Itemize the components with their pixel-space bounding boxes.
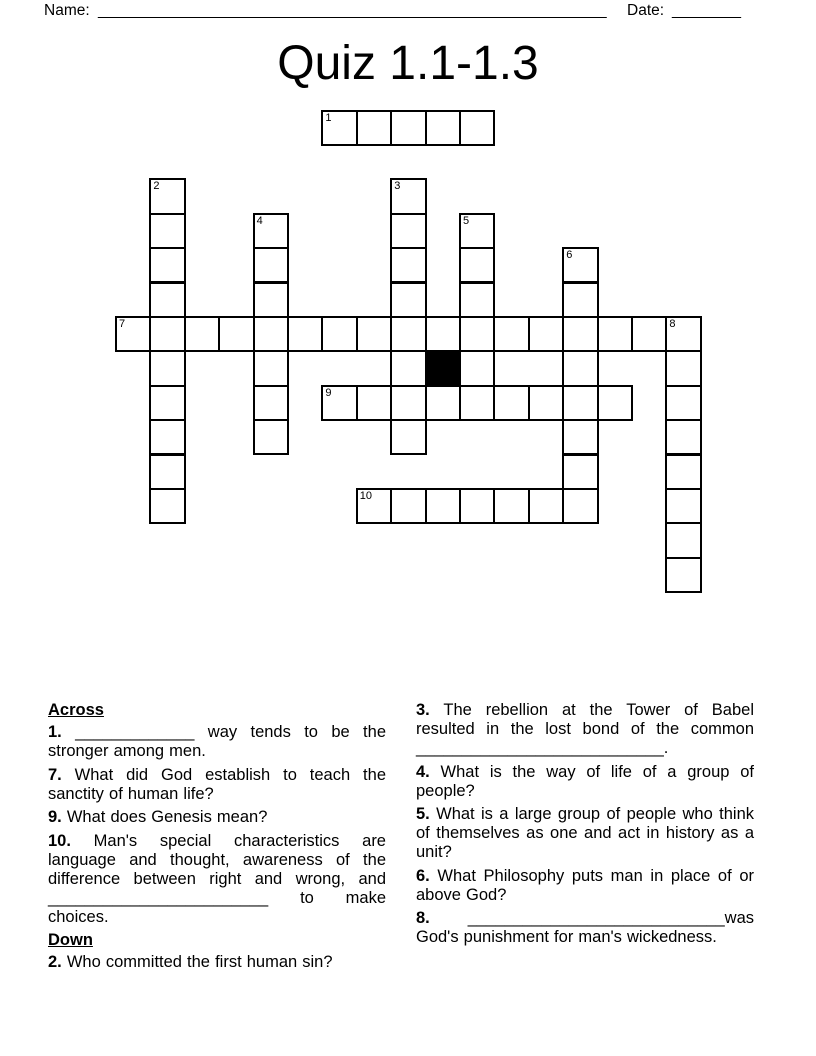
grid-cell-number: 4 bbox=[256, 214, 263, 227]
grid-cell bbox=[356, 316, 392, 352]
page-title: Quiz 1.1-1.3 bbox=[277, 37, 539, 90]
grid-cell bbox=[528, 488, 564, 524]
grid-cell bbox=[459, 213, 495, 249]
grid-cell bbox=[425, 316, 461, 352]
clue-number: 2. bbox=[48, 953, 62, 971]
grid-cell bbox=[459, 247, 495, 283]
clue-8: 8. ____________________________was God's punishment for man's wickedness. bbox=[416, 909, 754, 946]
clue-number: 7. bbox=[48, 765, 62, 784]
grid-cell bbox=[287, 316, 323, 352]
grid-cell bbox=[390, 282, 426, 318]
grid-cell bbox=[149, 385, 185, 421]
grid-cell-number: 2 bbox=[153, 180, 160, 193]
grid-cell bbox=[321, 385, 357, 421]
grid-cell bbox=[356, 488, 392, 524]
grid-cell bbox=[184, 316, 220, 352]
grid-cell bbox=[597, 316, 633, 352]
grid-cell bbox=[218, 316, 254, 352]
clue-9: 9. What does Genesis mean? bbox=[48, 808, 268, 826]
grid-cell bbox=[390, 247, 426, 283]
name-blank-line: ___________________________________________________________ bbox=[98, 2, 607, 19]
grid-cell bbox=[390, 178, 426, 214]
clue-number: 10. bbox=[48, 831, 71, 850]
grid-cell bbox=[390, 110, 426, 146]
clue-1: 1. _____________ way tends to be the stronger among men. bbox=[48, 723, 386, 760]
grid-cell bbox=[665, 557, 701, 593]
clue-10: 10. Man's special characteristics are language and thought, awareness of the difference between right and wrong, and ________________________ to make choices. bbox=[48, 831, 386, 926]
clue-number: 3. bbox=[416, 701, 430, 719]
grid-cell bbox=[459, 385, 495, 421]
grid-cell bbox=[149, 454, 185, 490]
down-clues-list-left bbox=[48, 953, 386, 972]
grid-cell bbox=[459, 282, 495, 318]
grid-cell bbox=[149, 247, 185, 283]
grid-cell bbox=[425, 110, 461, 146]
grid-cell bbox=[528, 316, 564, 352]
clue-2: 2. Who committed the first human sin? bbox=[48, 953, 333, 971]
grid-cell bbox=[321, 316, 357, 352]
grid-cell bbox=[390, 385, 426, 421]
clue-5: 5. What is a large group of people who think of themselves as one and act in history as a unit? bbox=[416, 805, 754, 861]
grid-cell bbox=[665, 350, 701, 386]
grid-cell bbox=[665, 454, 701, 490]
clue-number: 8. bbox=[416, 909, 430, 927]
grid-cell bbox=[665, 316, 701, 352]
grid-cell bbox=[390, 488, 426, 524]
grid-cell bbox=[562, 247, 598, 283]
clue-number: 5. bbox=[416, 805, 430, 823]
grid-cell bbox=[665, 522, 701, 558]
grid-cell-black bbox=[425, 350, 461, 386]
grid-cell-number: 5 bbox=[463, 214, 470, 227]
grid-cell bbox=[390, 213, 426, 249]
grid-cell bbox=[253, 316, 289, 352]
clues-column-right bbox=[416, 701, 754, 977]
down-heading: Down bbox=[48, 931, 93, 949]
grid-cell bbox=[356, 385, 392, 421]
grid-cell bbox=[493, 316, 529, 352]
grid-cell bbox=[459, 316, 495, 352]
grid-cell bbox=[562, 454, 598, 490]
grid-cell bbox=[597, 385, 633, 421]
grid-cell bbox=[321, 110, 357, 146]
grid-cell bbox=[115, 316, 151, 352]
name-label: Name: bbox=[44, 2, 90, 19]
grid-cell bbox=[390, 316, 426, 352]
grid-cell-number: 3 bbox=[394, 180, 401, 193]
clue-number: 9. bbox=[48, 808, 62, 826]
grid-cell bbox=[149, 419, 185, 455]
grid-cell-number: 8 bbox=[669, 317, 676, 330]
clue-6: 6. What Philosophy puts man in place of or above God? bbox=[416, 866, 754, 904]
grid-cell bbox=[562, 419, 598, 455]
clue-number: 4. bbox=[416, 762, 430, 781]
grid-cell-number: 7 bbox=[119, 317, 126, 330]
grid-cell bbox=[149, 350, 185, 386]
grid-cell bbox=[390, 350, 426, 386]
grid-cell bbox=[253, 213, 289, 249]
grid-cell bbox=[149, 178, 185, 214]
across-clues-list bbox=[48, 723, 386, 927]
grid-cell bbox=[528, 385, 564, 421]
across-heading: Across bbox=[48, 701, 104, 719]
clue-4: 4. What is the way of life of a group of people? bbox=[416, 762, 754, 800]
grid-cell bbox=[459, 350, 495, 386]
clues-section bbox=[48, 701, 754, 977]
grid-cell bbox=[493, 488, 529, 524]
grid-cell bbox=[253, 247, 289, 283]
grid-cell bbox=[425, 488, 461, 524]
grid-cell bbox=[356, 110, 392, 146]
grid-cell bbox=[665, 419, 701, 455]
grid-cell bbox=[459, 110, 495, 146]
grid-cell bbox=[493, 385, 529, 421]
grid-cell bbox=[631, 316, 667, 352]
clue-number: 1. bbox=[48, 723, 62, 741]
grid-cell bbox=[253, 350, 289, 386]
date-label: Date: bbox=[627, 2, 665, 19]
grid-cell bbox=[149, 282, 185, 318]
clue-7: 7. What did God establish to teach the sanctity of human life? bbox=[48, 765, 386, 803]
clue-3: 3. The rebellion at the Tower of Babel resulted in the lost bond of the common ___________________________. bbox=[416, 701, 754, 757]
clue-number: 6. bbox=[416, 866, 430, 885]
grid-cell bbox=[149, 316, 185, 352]
grid-cell bbox=[253, 419, 289, 455]
grid-cell-number: 6 bbox=[566, 249, 573, 262]
grid-cell-number: 9 bbox=[325, 386, 332, 399]
grid-cell-number: 1 bbox=[325, 111, 332, 124]
down-clues-list-right bbox=[416, 701, 754, 947]
grid-cell-number: 10 bbox=[359, 489, 373, 502]
grid-cell bbox=[665, 488, 701, 524]
grid-cell bbox=[562, 350, 598, 386]
grid-cell bbox=[390, 419, 426, 455]
grid-cell bbox=[562, 316, 598, 352]
grid-cell bbox=[149, 213, 185, 249]
grid-cell bbox=[253, 282, 289, 318]
grid-cell bbox=[149, 488, 185, 524]
grid-cell bbox=[562, 488, 598, 524]
grid-cell bbox=[459, 488, 495, 524]
grid-cell bbox=[665, 385, 701, 421]
grid-cell bbox=[562, 282, 598, 318]
grid-cell bbox=[562, 385, 598, 421]
date-blank-line: ________ bbox=[672, 2, 741, 19]
grid-cell bbox=[425, 385, 461, 421]
grid-cell bbox=[253, 385, 289, 421]
clues-column-left bbox=[48, 701, 386, 977]
